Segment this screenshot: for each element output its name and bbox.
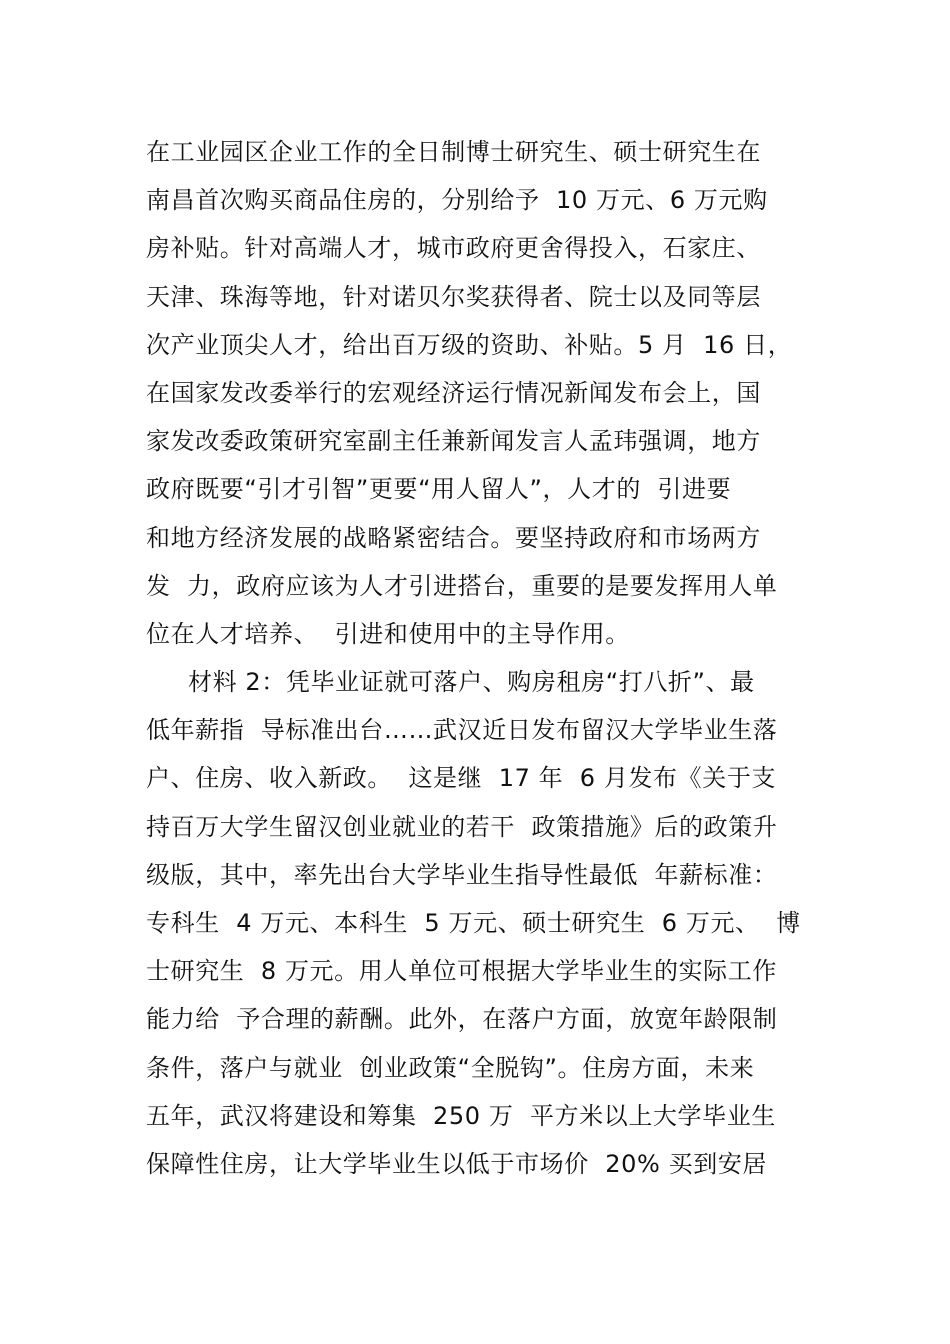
text-line: 五年，武汉将建设和筹集 250 万 平方米以上大学毕业生 xyxy=(146,1101,776,1130)
text-line: 和地方经济发展的战略紧密结合。要坚持政府和市场两方 xyxy=(146,523,761,552)
text-line: 专科生 4 万元、本科生 5 万元、硕士研究生 6 万元、 博 xyxy=(146,909,801,937)
text-line: 发 力，政府应该为人才引进搭台，重要的是要发挥用人单 xyxy=(146,571,778,600)
text-line: 户、住房、收入新政。 这是继 17 年 6 月发布《关于支 xyxy=(146,764,777,793)
text-line: 天津、珠海等地，针对诺贝尔奖获得者、院士以及同等层 xyxy=(146,282,761,311)
body-text xyxy=(146,128,826,1188)
text-line: 条件，落户与就业 创业政策“全脱钩”。住房方面，未来 xyxy=(146,1053,755,1082)
text-line: 政府既要“引才引智”更要“用人留人”，人才的 引进要 xyxy=(146,475,732,504)
text-line: 低年薪指 导标准出台……武汉近日发布留汉大学毕业生落 xyxy=(146,716,778,745)
text-line: 南昌首次购买商品住房的，分别给予 10 万元、6 万元购 xyxy=(146,186,768,215)
text-line: 位在人才培养、 引进和使用中的主导作用。 xyxy=(146,619,630,648)
text-line: 房补贴。针对高端人才，城市政府更舍得投入，石家庄、 xyxy=(146,234,761,263)
text-line: 级版，其中，率先出台大学毕业生指导性最低 年薪标准： xyxy=(146,860,778,889)
text-line: 士研究生 8 万元。用人单位可根据大学毕业生的实际工作 xyxy=(146,957,777,986)
text-line: 保障性住房，让大学毕业生以低于市场价 20% 买到安居 xyxy=(146,1149,768,1178)
text-line: 持百万大学生留汉创业就业的若干 政策措施》后的政策升 xyxy=(146,812,778,841)
text-line: 在国家发改委举行的宏观经济运行情况新闻发布会上，国 xyxy=(146,378,761,407)
paragraph-start-line: 材料 2：凭毕业证就可落户、购房租房“打八折”、最 xyxy=(188,668,755,697)
text-line: 能力给 予合理的薪酬。此外，在落户方面，放宽年龄限制 xyxy=(146,1005,778,1034)
text-line: 次产业顶尖人才，给出百万级的资助、补贴。5 月 16 日， xyxy=(146,330,793,359)
text-line: 在工业园区企业工作的全日制博士研究生、硕士研究生在 xyxy=(146,138,761,166)
text-line: 家发改委政策研究室副主任兼新闻发言人孟玮强调，地方 xyxy=(146,427,761,456)
